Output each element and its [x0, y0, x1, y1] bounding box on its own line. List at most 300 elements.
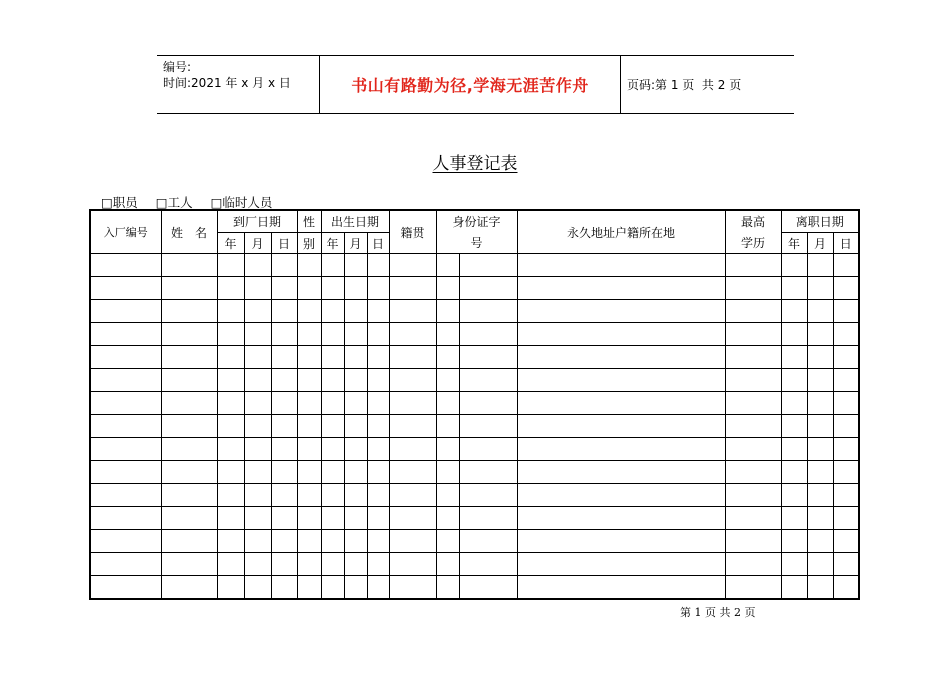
table-cell[interactable]	[244, 323, 271, 346]
table-cell[interactable]	[297, 346, 321, 369]
table-cell[interactable]	[807, 438, 833, 461]
table-cell[interactable]	[517, 346, 725, 369]
table-cell[interactable]	[807, 346, 833, 369]
table-cell[interactable]	[781, 254, 807, 277]
table-row	[90, 300, 859, 323]
table-cell[interactable]	[321, 346, 344, 369]
table-cell[interactable]	[271, 277, 297, 300]
column-header-entry-no: 入厂编号	[90, 210, 161, 254]
table-cell[interactable]	[344, 369, 367, 392]
table-cell[interactable]	[781, 438, 807, 461]
column-header-gender-bottom: 别	[297, 233, 321, 254]
table-cell[interactable]	[217, 392, 244, 415]
table-cell[interactable]	[833, 346, 859, 369]
column-header-education-top: 最高	[725, 210, 781, 233]
table-cell[interactable]	[161, 553, 217, 576]
table-cell[interactable]	[217, 484, 244, 507]
table-cell[interactable]	[244, 277, 271, 300]
table-cell[interactable]	[217, 507, 244, 530]
table-cell[interactable]	[367, 392, 389, 415]
table-cell[interactable]	[833, 484, 859, 507]
column-header-id-number-bottom: 号	[436, 233, 517, 254]
table-cell[interactable]	[517, 369, 725, 392]
header-motto: 书山有路勤为径,学海无涯苦作舟	[351, 76, 589, 95]
table-cell[interactable]	[161, 323, 217, 346]
table-cell[interactable]	[781, 300, 807, 323]
table-cell[interactable]	[725, 461, 781, 484]
table-cell[interactable]	[517, 507, 725, 530]
table-cell[interactable]	[833, 576, 859, 600]
table-cell[interactable]	[321, 507, 344, 530]
table-cell[interactable]	[436, 346, 459, 369]
column-header-id-number-top: 身份证字	[436, 210, 517, 233]
column-header-arrival-date: 到厂日期	[217, 210, 297, 233]
table-cell[interactable]	[367, 415, 389, 438]
table-cell[interactable]	[244, 415, 271, 438]
table-cell[interactable]	[517, 461, 725, 484]
document-time-label: 时间:2021 年 x 月 x 日	[163, 76, 291, 90]
table-cell[interactable]	[321, 277, 344, 300]
document-header	[157, 55, 794, 114]
table-cell[interactable]	[807, 254, 833, 277]
table-cell[interactable]	[833, 300, 859, 323]
table-cell[interactable]	[517, 438, 725, 461]
table-cell[interactable]	[271, 254, 297, 277]
table-row	[90, 415, 859, 438]
table-cell[interactable]	[321, 438, 344, 461]
table-cell[interactable]	[217, 254, 244, 277]
table-cell[interactable]	[725, 507, 781, 530]
table-row	[90, 484, 859, 507]
table-cell[interactable]	[807, 392, 833, 415]
table-cell[interactable]	[367, 254, 389, 277]
table-row	[90, 530, 859, 553]
table-cell[interactable]	[807, 461, 833, 484]
table-cell[interactable]	[367, 553, 389, 576]
table-cell[interactable]	[90, 369, 161, 392]
table-cell[interactable]	[436, 438, 459, 461]
table-cell[interactable]	[833, 438, 859, 461]
table-cell[interactable]	[321, 392, 344, 415]
table-cell[interactable]	[436, 254, 459, 277]
table-cell[interactable]	[217, 438, 244, 461]
table-row	[90, 392, 859, 415]
subheader-birth-year: 年	[321, 233, 344, 254]
table-cell[interactable]	[297, 530, 321, 553]
table-cell[interactable]	[436, 369, 459, 392]
table-cell[interactable]	[781, 415, 807, 438]
table-cell[interactable]	[389, 277, 436, 300]
table-cell[interactable]	[271, 323, 297, 346]
table-row	[90, 576, 859, 600]
table-cell[interactable]	[161, 369, 217, 392]
table-cell[interactable]	[161, 438, 217, 461]
table-cell[interactable]	[459, 300, 517, 323]
table-row	[90, 323, 859, 346]
table-cell[interactable]	[517, 484, 725, 507]
table-cell[interactable]	[725, 530, 781, 553]
table-cell[interactable]	[389, 254, 436, 277]
table-cell[interactable]	[321, 415, 344, 438]
column-header-address: 永久地址户籍所在地	[517, 210, 725, 254]
table-row	[90, 507, 859, 530]
column-header-gender-top: 性	[297, 210, 321, 233]
table-cell[interactable]	[90, 553, 161, 576]
table-cell[interactable]	[389, 300, 436, 323]
table-cell[interactable]	[436, 415, 459, 438]
table-cell[interactable]	[367, 369, 389, 392]
table-cell[interactable]	[459, 277, 517, 300]
table-cell[interactable]	[459, 392, 517, 415]
table-cell[interactable]	[297, 415, 321, 438]
table-cell[interactable]	[436, 553, 459, 576]
table-cell[interactable]	[90, 530, 161, 553]
table-cell[interactable]	[90, 576, 161, 600]
table-cell[interactable]	[297, 254, 321, 277]
table-cell[interactable]	[833, 254, 859, 277]
table-cell[interactable]	[344, 484, 367, 507]
document-number-label: 编号:	[163, 60, 192, 74]
table-cell[interactable]	[344, 576, 367, 600]
table-cell[interactable]	[367, 277, 389, 300]
table-cell[interactable]	[517, 323, 725, 346]
table-cell[interactable]	[90, 415, 161, 438]
table-cell[interactable]	[217, 369, 244, 392]
table-cell[interactable]	[459, 461, 517, 484]
table-cell[interactable]	[436, 300, 459, 323]
table-cell[interactable]	[321, 461, 344, 484]
table-cell[interactable]	[459, 553, 517, 576]
table-cell[interactable]	[217, 277, 244, 300]
table-cell[interactable]	[90, 507, 161, 530]
table-cell[interactable]	[517, 576, 725, 600]
table-cell[interactable]	[321, 530, 344, 553]
table-cell[interactable]	[459, 438, 517, 461]
table-cell[interactable]	[459, 369, 517, 392]
table-cell[interactable]	[161, 484, 217, 507]
table-cell[interactable]	[517, 392, 725, 415]
table-row	[90, 438, 859, 461]
table-cell[interactable]	[271, 369, 297, 392]
table-cell[interactable]	[459, 254, 517, 277]
table-cell[interactable]	[459, 530, 517, 553]
table-cell[interactable]	[244, 254, 271, 277]
table-cell[interactable]	[367, 507, 389, 530]
table-cell[interactable]	[217, 415, 244, 438]
table-cell[interactable]	[833, 323, 859, 346]
table-cell[interactable]	[271, 507, 297, 530]
page-title	[0, 149, 950, 174]
table-cell[interactable]	[781, 553, 807, 576]
table-cell[interactable]	[344, 461, 367, 484]
category-worker-checkbox[interactable]: □工人	[155, 195, 193, 210]
table-cell[interactable]	[389, 346, 436, 369]
table-cell[interactable]	[807, 484, 833, 507]
table-cell[interactable]	[90, 323, 161, 346]
table-cell[interactable]	[367, 323, 389, 346]
table-cell[interactable]	[244, 576, 271, 600]
table-cell[interactable]	[436, 277, 459, 300]
table-cell[interactable]	[297, 576, 321, 600]
table-cell[interactable]	[321, 369, 344, 392]
table-cell[interactable]	[389, 576, 436, 600]
table-cell[interactable]	[389, 553, 436, 576]
table-cell[interactable]	[344, 507, 367, 530]
column-header-leave-date: 离职日期	[781, 210, 859, 233]
table-cell[interactable]	[517, 553, 725, 576]
subheader-leave-year: 年	[781, 233, 807, 254]
column-header-native-place: 籍贯	[389, 210, 436, 254]
header-divider	[620, 56, 621, 113]
table-cell[interactable]	[833, 461, 859, 484]
subheader-leave-day: 日	[833, 233, 859, 254]
table-cell[interactable]	[367, 300, 389, 323]
table-cell[interactable]	[389, 415, 436, 438]
table-cell[interactable]	[725, 346, 781, 369]
table-cell[interactable]	[436, 530, 459, 553]
table-cell[interactable]	[367, 484, 389, 507]
table-cell[interactable]	[161, 507, 217, 530]
table-cell[interactable]	[367, 438, 389, 461]
table-cell[interactable]	[161, 277, 217, 300]
table-cell[interactable]	[389, 369, 436, 392]
subheader-arrival-month: 月	[244, 233, 271, 254]
table-cell[interactable]	[161, 392, 217, 415]
table-cell[interactable]	[781, 323, 807, 346]
table-cell[interactable]	[389, 530, 436, 553]
table-cell[interactable]	[725, 576, 781, 600]
table-cell[interactable]	[807, 369, 833, 392]
table-cell[interactable]	[459, 323, 517, 346]
subheader-arrival-day: 日	[271, 233, 297, 254]
table-cell[interactable]	[725, 392, 781, 415]
table-cell[interactable]	[90, 300, 161, 323]
table-cell[interactable]	[217, 461, 244, 484]
table-cell[interactable]	[807, 323, 833, 346]
table-cell[interactable]	[781, 346, 807, 369]
table-cell[interactable]	[271, 415, 297, 438]
table-cell[interactable]	[459, 507, 517, 530]
table-cell[interactable]	[389, 392, 436, 415]
table-cell[interactable]	[344, 323, 367, 346]
table-cell[interactable]	[344, 346, 367, 369]
table-cell[interactable]	[389, 484, 436, 507]
table-cell[interactable]	[161, 461, 217, 484]
table-cell[interactable]	[807, 415, 833, 438]
table-cell[interactable]	[781, 507, 807, 530]
table-cell[interactable]	[389, 323, 436, 346]
table-cell[interactable]	[217, 576, 244, 600]
table-cell[interactable]	[161, 576, 217, 600]
table-cell[interactable]	[321, 576, 344, 600]
table-cell[interactable]	[436, 484, 459, 507]
page-title-text: 人事登记表	[432, 154, 518, 174]
table-cell[interactable]	[459, 576, 517, 600]
table-cell[interactable]	[161, 530, 217, 553]
table-cell[interactable]	[833, 392, 859, 415]
table-cell[interactable]	[436, 323, 459, 346]
table-cell[interactable]	[389, 438, 436, 461]
table-cell[interactable]	[833, 415, 859, 438]
table-cell[interactable]	[321, 484, 344, 507]
table-cell[interactable]	[833, 369, 859, 392]
table-cell[interactable]	[781, 392, 807, 415]
subheader-arrival-year: 年	[217, 233, 244, 254]
table-cell[interactable]	[781, 461, 807, 484]
table-cell[interactable]	[90, 438, 161, 461]
table-cell[interactable]	[344, 438, 367, 461]
table-cell[interactable]	[344, 277, 367, 300]
header-page-info: 页码:第 1 页 共 2 页	[627, 78, 742, 92]
table-cell[interactable]	[297, 553, 321, 576]
table-cell[interactable]	[436, 576, 459, 600]
table-cell[interactable]	[517, 300, 725, 323]
table-cell[interactable]	[161, 300, 217, 323]
table-cell[interactable]	[436, 392, 459, 415]
table-cell[interactable]	[344, 553, 367, 576]
subheader-birth-month: 月	[344, 233, 367, 254]
table-cell[interactable]	[344, 392, 367, 415]
category-staff-checkbox[interactable]: □职员	[101, 195, 138, 210]
table-cell[interactable]	[436, 507, 459, 530]
table-cell[interactable]	[367, 461, 389, 484]
table-cell[interactable]	[297, 392, 321, 415]
table-cell[interactable]	[244, 346, 271, 369]
table-cell[interactable]	[781, 530, 807, 553]
table-cell[interactable]	[244, 553, 271, 576]
table-cell[interactable]	[833, 553, 859, 576]
table-cell[interactable]	[271, 392, 297, 415]
table-cell[interactable]	[271, 484, 297, 507]
table-cell[interactable]	[90, 254, 161, 277]
table-cell[interactable]	[807, 553, 833, 576]
table-cell[interactable]	[321, 254, 344, 277]
table-cell[interactable]	[90, 346, 161, 369]
header-meta	[163, 59, 319, 91]
table-cell[interactable]	[244, 461, 271, 484]
table-cell[interactable]	[244, 392, 271, 415]
table-cell[interactable]	[244, 438, 271, 461]
table-cell[interactable]	[217, 530, 244, 553]
table-cell[interactable]	[517, 254, 725, 277]
table-cell[interactable]	[297, 507, 321, 530]
table-header-row	[90, 210, 859, 233]
table-cell[interactable]	[297, 369, 321, 392]
table-cell[interactable]	[781, 369, 807, 392]
table-cell[interactable]	[321, 553, 344, 576]
table-cell[interactable]	[807, 507, 833, 530]
table-cell[interactable]	[725, 484, 781, 507]
subheader-birth-day: 日	[367, 233, 389, 254]
table-cell[interactable]	[725, 300, 781, 323]
table-cell[interactable]	[244, 484, 271, 507]
table-row	[90, 277, 859, 300]
table-cell[interactable]	[725, 254, 781, 277]
table-cell[interactable]	[297, 277, 321, 300]
table-cell[interactable]	[161, 415, 217, 438]
table-cell[interactable]	[297, 300, 321, 323]
table-cell[interactable]	[807, 576, 833, 600]
table-cell[interactable]	[217, 300, 244, 323]
table-cell[interactable]	[297, 323, 321, 346]
table-row	[90, 369, 859, 392]
table-cell[interactable]	[459, 484, 517, 507]
table-cell[interactable]	[725, 553, 781, 576]
table-cell[interactable]	[271, 553, 297, 576]
table-cell[interactable]	[367, 576, 389, 600]
table-cell[interactable]	[725, 277, 781, 300]
table-cell[interactable]	[90, 461, 161, 484]
table-cell[interactable]	[217, 323, 244, 346]
table-cell[interactable]	[367, 530, 389, 553]
table-cell[interactable]	[161, 346, 217, 369]
table-cell[interactable]	[271, 530, 297, 553]
table-cell[interactable]	[90, 277, 161, 300]
category-temporary-checkbox[interactable]: □临时人员	[210, 195, 273, 210]
table-cell[interactable]	[725, 415, 781, 438]
table-cell[interactable]	[517, 415, 725, 438]
table-cell[interactable]	[725, 323, 781, 346]
table-cell[interactable]	[344, 415, 367, 438]
personnel-register-table	[89, 209, 860, 600]
table-cell[interactable]	[781, 484, 807, 507]
table-cell[interactable]	[244, 369, 271, 392]
table-cell[interactable]	[271, 438, 297, 461]
table-cell[interactable]	[517, 277, 725, 300]
table-cell[interactable]	[161, 254, 217, 277]
table-cell[interactable]	[244, 530, 271, 553]
table-cell[interactable]	[367, 346, 389, 369]
table-cell[interactable]	[344, 254, 367, 277]
table-cell[interactable]	[321, 300, 344, 323]
table-cell[interactable]	[297, 484, 321, 507]
table-cell[interactable]	[271, 346, 297, 369]
table-cell[interactable]	[459, 415, 517, 438]
table-cell[interactable]	[781, 576, 807, 600]
table-cell[interactable]	[90, 484, 161, 507]
table-row	[90, 553, 859, 576]
table-cell[interactable]	[389, 461, 436, 484]
table-cell[interactable]	[271, 300, 297, 323]
table-cell[interactable]	[781, 277, 807, 300]
table-cell[interactable]	[217, 346, 244, 369]
table-cell[interactable]	[344, 300, 367, 323]
table-cell[interactable]	[833, 530, 859, 553]
table-cell[interactable]	[297, 438, 321, 461]
table-cell[interactable]	[807, 277, 833, 300]
table-cell[interactable]	[244, 300, 271, 323]
table-cell[interactable]	[344, 530, 367, 553]
table-cell[interactable]	[244, 507, 271, 530]
table-cell[interactable]	[436, 461, 459, 484]
table-cell[interactable]	[297, 461, 321, 484]
table-cell[interactable]	[725, 438, 781, 461]
table-cell[interactable]	[389, 507, 436, 530]
table-cell[interactable]	[217, 553, 244, 576]
table-cell[interactable]	[517, 530, 725, 553]
table-cell[interactable]	[271, 461, 297, 484]
table-cell[interactable]	[321, 323, 344, 346]
table-cell[interactable]	[807, 300, 833, 323]
table-cell[interactable]	[807, 530, 833, 553]
table-cell[interactable]	[459, 346, 517, 369]
table-cell[interactable]	[725, 369, 781, 392]
table-cell[interactable]	[90, 392, 161, 415]
table-cell[interactable]	[833, 507, 859, 530]
table-cell[interactable]	[271, 576, 297, 600]
table-cell[interactable]	[833, 277, 859, 300]
table-row	[90, 461, 859, 484]
